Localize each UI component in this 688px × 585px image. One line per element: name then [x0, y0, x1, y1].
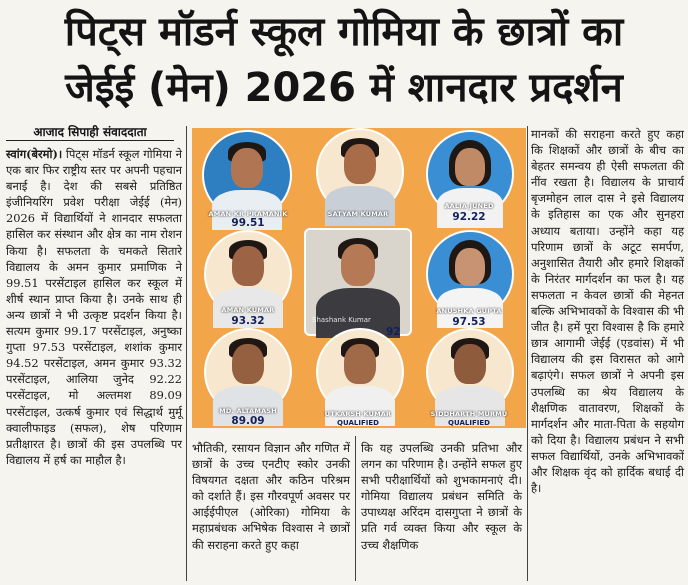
student-photo [316, 128, 404, 216]
student-name: AMAN KUMAR [221, 306, 275, 314]
watermark: Shashank Kumar [312, 316, 371, 324]
student-card [414, 128, 524, 228]
student-photo [316, 328, 404, 416]
student-name: UTKARSH KUMAR [324, 410, 392, 418]
column-4-text: मानकों की सराहना करते हुए कहा कि शिक्षकों और छात्रों के बीच का बेहतर समन्वय ही ऐसी सफलता की नींव रखता है। विद्यालय के प्राचार्य बृजमोहन लाल दास ने इसे विद्यालय के इतिहास का एक और सुनहरा अध्याय बताया। उन्होंने कहा यह परिणाम छात्रों के अटूट समर्पण, अनुशासित तैयारी और हमारे शिक्षकों के निरंतर मार्गदर्शन का फल है। यह सफलता न केवल छात्रों की मेहनत बल्कि अभिभावकों के विश्वास की भी जीत है। हमें पूरा विश्वास है कि हमारे छात्र आगामी जेईई (एडवांस) में भी विद्यालय की इस विरासत को आगे बढ़ाएंगे। सफल छात्रों ने अपनी इस उपलब्धि का श्रेय विद्यालय के शैक्षणिक वातावरण, शिक्षकों के मार्गदर्शन और माता-पिता के सहयोग को दिया है। विद्यालय प्रबंधन ने सभी सफल विद्यार्थियों, उनके अभिभावकों और शिक्षक वृंद को हार्दिक बधाई दी है। [531, 127, 684, 496]
student-score: QUALIFIED [337, 419, 379, 427]
dateline: स्वांग(बेरमो)। [6, 147, 63, 161]
article-column-2 [192, 440, 350, 582]
column-2-text: भौतिकी, रसायन विज्ञान और गणित में छात्रों के उच्च एनटीए स्कोर उनकी विषयगत दक्षता और कठिन परिश्रम को दर्शाते हैं। इस गौरवपूर्ण अवसर पर आईईपीएल (ओरिका) गोमिया के महाप्रबंधक अभिषेक विश्वास ने छात्रों की सराहना करते हुए कहा [192, 441, 350, 552]
column-rule [527, 126, 528, 581]
headline-line-2: जेईई (मेन) 2026 में शानदार प्रदर्शन [65, 65, 623, 111]
student-name: ANUSHKA GUPTA [436, 307, 502, 315]
article-column-4 [531, 126, 684, 582]
student-card [194, 228, 302, 328]
student-photo [204, 230, 292, 318]
student-score: 92 [386, 326, 401, 338]
student-score: 89.09 [231, 415, 265, 427]
student-photo [204, 328, 292, 416]
student-name: MD. ALTAMASH [219, 407, 277, 415]
student-name: AALIA JUNED [444, 202, 494, 210]
student-card [194, 128, 302, 228]
column-rule [355, 436, 356, 581]
student-score: QUALIFIED [448, 419, 490, 427]
student-card [414, 328, 524, 428]
student-score: 93.32 [231, 315, 265, 327]
student-photo [202, 130, 292, 220]
student-score: 92.22 [452, 211, 486, 223]
column-1-text: पिट्स मॉडर्न स्कूल गोमिया ने एक बार फिर राष्ट्रीय स्तर पर अपनी पहचान बनाई है। देश की सबसे प्रतिष्ठित इंजीनियरिंग प्रवेश परीक्षा जेईई (मेन) 2026 में विद्यार्थियों ने शानदार सफलता हासिल कर संस्थान और क्षेत्र का नाम रोशन किया है। सफलता के चमकते सितारे विद्यालय के अमन कुमार प्रमाणिक ने 99.51 परसेंटाइल हासिल कर स्कूल में शीर्ष स्थान प्राप्त किया है। उनके साथ ही अन्य छात्रों ने भी उत्कृष्ट प्रदर्शन किया है। सत्यम कुमार 99.17 परसेंटाइल, अनुष्का गुप्ता 97.53 परसेंटाइल, शशांक कुमार 94.52 परसेंटाइल, अमन कुमार 93.32 परसेंटाइल, आलिया जुनेद 92.22 परसेंटाइल, मो अल्तमश 89.09 परसेंटाइल, उत्कर्ष कुमार एवं सिद्धार्थ मुर्मू क्वालीफाइड (सफल), शेष परिणाम प्रतीक्षारत है। छात्रों की इस उपलब्धि पर विद्यालय में हर्ष का माहौल है। [6, 147, 182, 467]
byline: आजाद सिपाही संवाददाता [6, 124, 174, 141]
student-name: AMAN KR PRAMANIK [208, 210, 288, 218]
headline-line-1: पिट्स मॉडर्न स्कूल गोमिया के छात्रों का [64, 9, 624, 55]
student-card [304, 328, 412, 428]
student-card [304, 228, 412, 338]
article-column-1 [6, 146, 182, 582]
student-card [414, 228, 524, 328]
student-name: SATYAM KUMAR [327, 210, 389, 218]
article-column-3 [361, 440, 522, 582]
student-photo [426, 230, 514, 318]
student-score: 97.53 [452, 316, 486, 328]
student-card [194, 328, 302, 428]
student-name: SIDDHARTH MURMU [430, 410, 508, 418]
student-card [304, 128, 412, 228]
column-3-text: कि यह उपलब्धि उनकी प्रतिभा और लगन का परिणाम है। उन्होंने सफल हुए सभी परीक्षार्थियों को शुभकामनाएं दी। गोमिया विद्यालय प्रबंधन समिति के उपाध्यक्ष अरिंदम दासगुप्ता ने छात्रों के प्रति गर्व व्यक्त किया और स्कूल के उच्च शैक्षणिक [361, 441, 522, 552]
student-photo [426, 328, 514, 416]
column-rule [186, 126, 187, 581]
student-photo-collage [192, 128, 526, 428]
student-score: 99.51 [231, 217, 265, 229]
